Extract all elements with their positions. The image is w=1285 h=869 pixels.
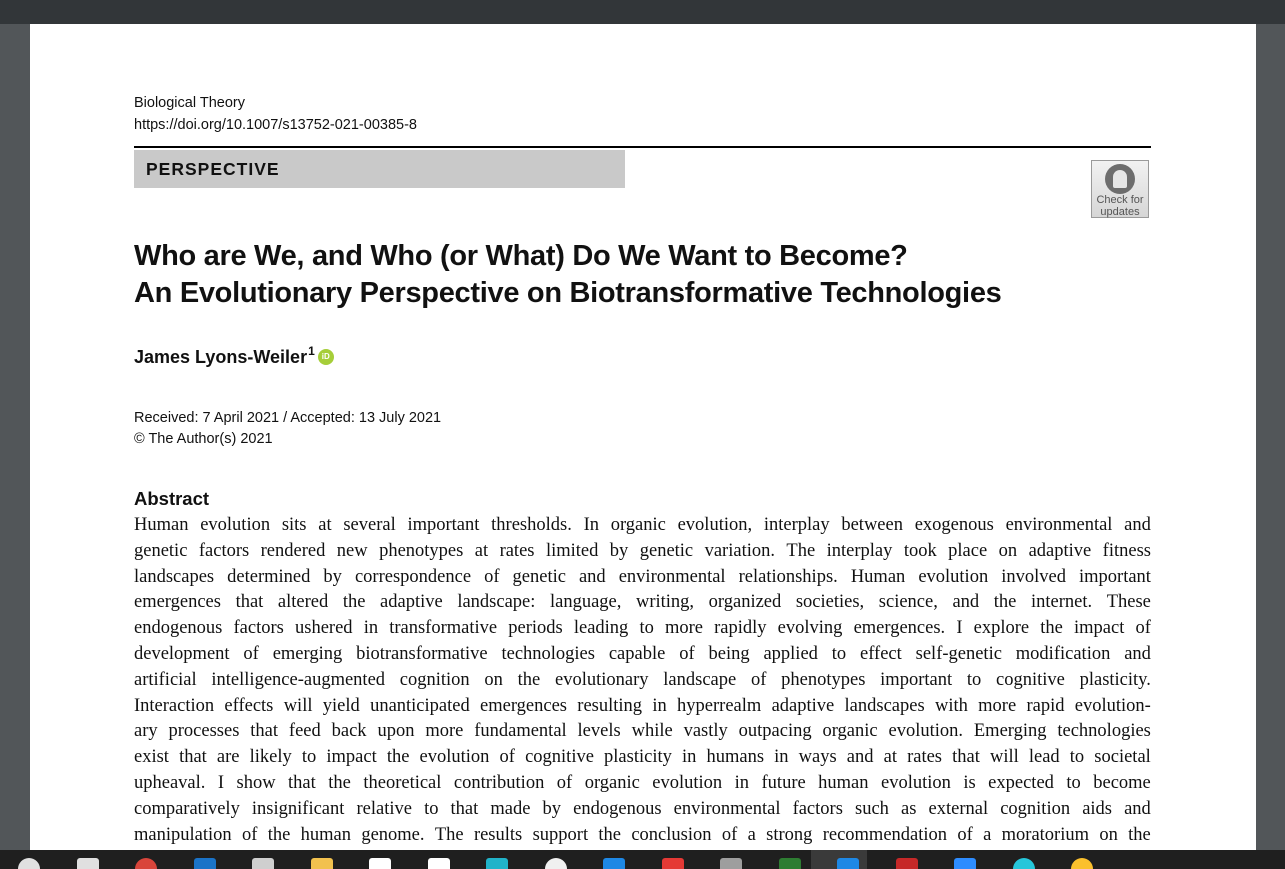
- author-name: James Lyons-Weiler: [134, 347, 308, 367]
- check-updates-label-2: updates: [1100, 206, 1140, 218]
- author-line: [134, 344, 334, 368]
- journal-header: [134, 92, 417, 136]
- abstract-line: landscapes determined by correspondence of genetic and environmental relationships. Human evolution involved important: [134, 566, 1151, 587]
- abstract-line: Interaction effects will yield unanticipated emergences resulting in hyperrealm adaptive landscapes with more rapid evolution-: [134, 695, 1151, 716]
- article-title: [134, 238, 1001, 312]
- task-view-icon[interactable]: [77, 858, 99, 869]
- abstract-line: endogenous factors ushered in transformative periods leading to more rapidly evolving emergences. I explore the impact of: [134, 618, 1151, 639]
- title-line-1: Who are We, and Who (or What) Do We Want to Become?: [134, 240, 908, 272]
- chrome-icon[interactable]: [545, 858, 567, 869]
- abstract-line: genetic factors rendered new phenotypes at rates limited by genetic variation. The interplay took place on adaptive fitness: [134, 540, 1151, 561]
- affiliation-mark: 1: [308, 344, 315, 358]
- abstract-line: comparatively insignificant relative to that made by endogenous environmental factors such as external cognition aids and: [134, 798, 1151, 819]
- viewer-top-strip: [0, 0, 1285, 24]
- check-updates-label-1: Check for: [1096, 194, 1144, 206]
- zoom-icon[interactable]: [954, 858, 976, 869]
- check-for-updates-badge[interactable]: [1091, 160, 1149, 218]
- blue-app-icon[interactable]: [194, 858, 216, 869]
- title-line-2: An Evolutionary Perspective on Biotransformative Technologies: [134, 277, 1002, 309]
- blue-square-icon[interactable]: [603, 858, 625, 869]
- folder-icon[interactable]: [311, 858, 333, 869]
- taskbar: [0, 850, 1285, 869]
- abstract-line: emergences that altered the adaptive landscape: language, writing, organized societies, science, and the internet. These: [134, 592, 1151, 613]
- abstract-heading: Abstract: [134, 488, 210, 509]
- abstract-line: development of emerging biotransformative technologies capable of being applied to effect self-genetic modification and: [134, 643, 1151, 664]
- browser-red-icon[interactable]: [135, 858, 157, 869]
- abstract-line: Human evolution sits at several important thresholds. In organic evolution, interplay between exogenous environmental and: [134, 515, 1151, 535]
- abstract-body: [134, 513, 1151, 848]
- header-rule: [134, 146, 1151, 148]
- active-app-icon[interactable]: [837, 858, 859, 869]
- abstract-line: artificial intelligence-augmented cognition on the evolutionary landscape of phenotypes important to cognitive plasticity.: [134, 669, 1151, 690]
- publication-dates: [134, 408, 441, 450]
- device-icon[interactable]: [252, 858, 274, 869]
- red-app-icon[interactable]: [662, 858, 684, 869]
- dropbox-icon[interactable]: [369, 858, 391, 869]
- pdf-page: [30, 24, 1256, 850]
- abstract-line: upheaval. I show that the theoretical contribution of organic evolution in future human evolution is expected to become: [134, 772, 1151, 793]
- doi-link[interactable]: https://doi.org/10.1007/s13752-021-00385-8: [134, 117, 417, 133]
- orcid-icon[interactable]: iD: [318, 349, 334, 365]
- bookmark-icon: [1105, 164, 1135, 194]
- app-white-icon[interactable]: [428, 858, 450, 869]
- pdf-viewer[interactable]: [0, 24, 1285, 850]
- teal-circle-icon[interactable]: [1013, 858, 1035, 869]
- abstract-line: exist that are likely to impact the evolution of cognitive plasticity in humans in ways and at rates that will lead to societal: [134, 747, 1151, 768]
- received-accepted: Received: 7 April 2021 / Accepted: 13 July 2021: [134, 410, 442, 426]
- journal-name: Biological Theory: [134, 95, 245, 111]
- abstract-line: manipulation of the human genome. The results support the conclusion of a strong recommendation of a moratorium on the: [134, 824, 1151, 845]
- teal-app-icon[interactable]: [486, 858, 508, 869]
- article-type-banner: PERSPECTIVE: [134, 150, 625, 188]
- copyright: © The Author(s) 2021: [134, 431, 273, 447]
- grey-app-icon[interactable]: [720, 858, 742, 869]
- pdf-reader-icon[interactable]: [896, 858, 918, 869]
- search-icon[interactable]: [18, 858, 40, 869]
- green-app-icon[interactable]: [779, 858, 801, 869]
- abstract-line: ary processes that feed back upon more fundamental levels while vastly outpacing organic evolution. Emerging technologies: [134, 721, 1151, 742]
- yellow-app-icon[interactable]: [1071, 858, 1093, 869]
